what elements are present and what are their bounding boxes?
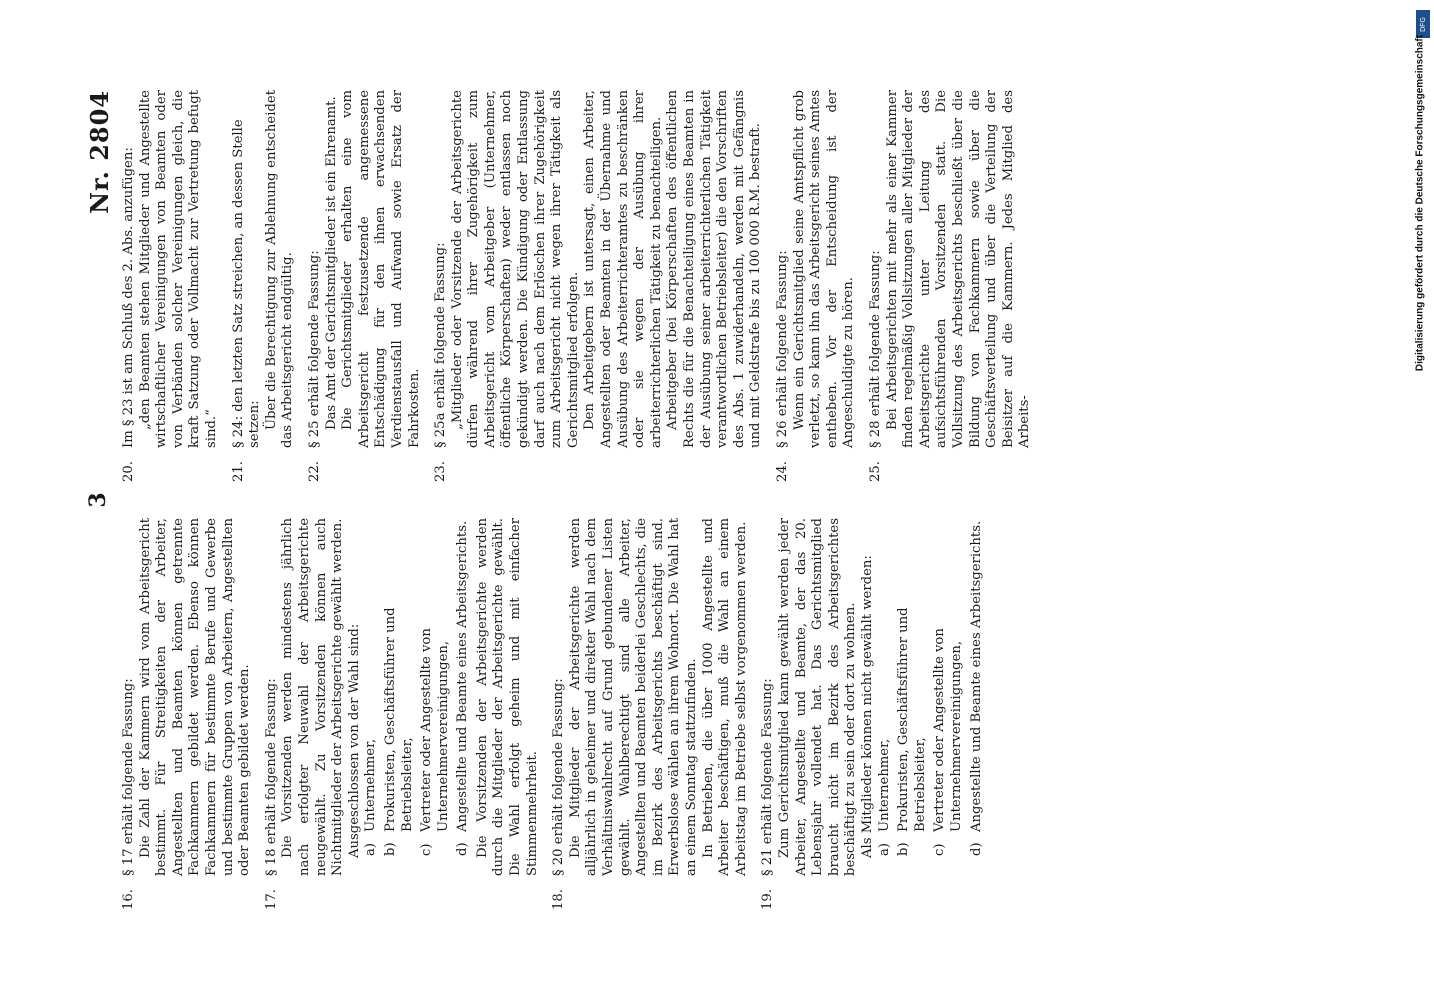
dfg-logo: DFG bbox=[1416, 10, 1430, 38]
item-number: 20. bbox=[121, 461, 136, 482]
list-item bbox=[969, 518, 986, 856]
item-18 bbox=[551, 518, 750, 910]
item-heading: § 26 erhält folgende Fassung: bbox=[774, 250, 790, 448]
item-number: 19. bbox=[760, 889, 776, 910]
right-column bbox=[121, 90, 1044, 482]
list-text: Angestellte und Beamte eines Arbeitsgerichts. bbox=[455, 520, 471, 832]
item-heading: § 28 erhält folgende Fassung: bbox=[867, 250, 883, 448]
list-letter: d) bbox=[968, 842, 984, 856]
paragraph: Arbeitgeber (bei Körperschaften des öffentlichen Rechts die für die Benachteiligung eines Beamten in der Ausübung seiner arbeiterrichterlichen Tätigkeit verantwortlichen Betriebsleiter) die den Vorschriften des Abs. 1 zuwiderhandeln, werden mit Gefängnis und mit Geldstrafe bis zu 100 000 R.M. bestraft. bbox=[665, 90, 764, 448]
paragraph: Über die Berechtigung zur Ablehnung entscheidet das Arbeitsgericht endgültig. bbox=[263, 90, 296, 448]
paragraph: Das Amt der Gerichtsmitglieder ist ein Ehrenamt. bbox=[323, 96, 339, 430]
list-item bbox=[383, 518, 416, 856]
list-text: Vertreter oder Angestellte von Unternehmervereinigungen, bbox=[419, 628, 451, 832]
item-heading: § 25 erhält folgende Fassung: bbox=[306, 250, 322, 448]
paragraph: Bei Arbeitsgerichten mit mehr als einer Kammer finden regelmäßig Vollsitzungen aller Mitglieder der Arbeitsgerichte unter Leitung des aufsichtsführenden Vorsitzenden statt. Die Vollsitzung des Arbeitsgerichts beschließt über die Bildung von Fachkammern sowie über die Geschäftsverteilung und über die Verteilung der Beisitzer auf die Kammern. Jedes Mitglied des Arbeits- bbox=[884, 90, 1033, 448]
list-item bbox=[877, 518, 894, 856]
list-letter: a) bbox=[876, 842, 892, 856]
item-16 bbox=[121, 518, 254, 910]
item-number: 16. bbox=[121, 889, 136, 910]
list-item bbox=[896, 518, 929, 856]
item-heading: § 25a erhält folgende Fassung: bbox=[433, 242, 449, 448]
item-number: 25. bbox=[867, 461, 883, 482]
list-letter: a) bbox=[363, 842, 379, 856]
paragraph: Ausgeschlossen von der Wahl sind: bbox=[346, 623, 362, 858]
paragraph: In Betrieben, die über 1000 Angestellte und Arbeiter beschäftigen, muß die Wahl an einem Arbeitstag im Betriebe selbst vorgenommen werden. bbox=[700, 518, 749, 876]
paragraph: Die Vorsitzenden werden mindestens jährlich nach erfolgter Neuwahl der Arbeitsgerichte neugewählt. Zu Vorsitzenden können auch Nichtmitglieder der Arbeitsgerichte gewählt werden. bbox=[280, 518, 346, 876]
document-page bbox=[75, 50, 1365, 950]
list-text: Prokuristen, Geschäftsführer und Betriebsleiter, bbox=[382, 607, 415, 832]
list-item bbox=[419, 518, 452, 856]
item-22 bbox=[307, 90, 423, 482]
page-number: 3 bbox=[85, 492, 111, 508]
list-letter: c) bbox=[932, 843, 948, 856]
item-number: 23. bbox=[433, 461, 449, 482]
item-number: 17. bbox=[263, 889, 279, 910]
paragraph: Die Zahl der Kammern wird vom Arbeitsgericht bestimmt. Für Streitigkeiten der Arbeiter, Angestellten und Beamten können getrennte Fachkammern gebildet werden. Ebenso können Fachkammern für bestimmte Berufe und Gewerbe und bestimmte Gruppen von Arbeitern, Angestellten oder Beamten gebildet werden. bbox=[137, 518, 253, 876]
item-number: 22. bbox=[306, 461, 322, 482]
paragraph: „den Beamten stehen Mitglieder und Angestellte wirtschaftlicher Vereinigungen von Beamten oder von Verbänden solcher Vereinigungen gleich, die kraft Satzung oder Vollmacht zur Vertretung befugt sind.“ bbox=[137, 90, 219, 448]
paragraph: Zum Gerichtsmitglied kann gewählt werden jeder Arbeiter, Angestellte und Beamte, der das 20. Lebensjahr vollendet hat. Das Gerichtsmitglied braucht nicht im Bezirk des Arbeitsgerichtes beschäftigt zu sein oder dort zu wohnen. bbox=[776, 518, 859, 876]
digitization-note: Digitalisierung gefördert durch die Deutsche Forschungsgemeinschaft bbox=[1414, 34, 1426, 372]
item-19 bbox=[760, 518, 985, 910]
paragraph: Als Mitglieder können nicht gewählt werden: bbox=[859, 555, 875, 858]
paragraph: Den Arbeitgebern ist untersagt, einen Arbeiter, Angestellten oder Beamten in der Übernahme und Ausübung des Arbeiterrichteramtes zu beschränken oder sie wegen der Ausübung ihrer arbeiterrichterlichen Tätigkeit zu benachteiligen. bbox=[582, 90, 664, 448]
paragraph: Die Gerichtsmitglieder erhalten eine vom Arbeitsgericht festzusetzende angemessene Entschädigung für den ihnen erwachsenden Verdienstausfall und Aufwand sowie Ersatz der Fahrkosten. bbox=[340, 90, 422, 448]
paragraph: Die Vorsitzenden der Arbeitsgerichte werden durch die Mitglieder der Arbeitsgerichte gewählt. Die Wahl erfolgt geheim und mit einfacher Stimmenmehrheit. bbox=[474, 518, 540, 876]
item-heading: § 24: den letzten Satz streichen, an dessen Stelle setzen: bbox=[230, 119, 263, 448]
list-item bbox=[932, 518, 965, 856]
list-text: Unternehmer, bbox=[363, 738, 379, 832]
exclusion-list bbox=[877, 518, 986, 856]
list-text: Angestellte und Beamte eines Arbeitsgerichts. bbox=[968, 520, 984, 832]
list-letter: b) bbox=[382, 842, 398, 856]
list-letter: d) bbox=[455, 842, 471, 856]
item-24 bbox=[775, 90, 858, 482]
list-item bbox=[363, 518, 380, 856]
item-number: 21. bbox=[230, 461, 246, 482]
item-heading: § 21 erhält folgende Fassung: bbox=[760, 678, 776, 876]
item-heading: § 20 erhält folgende Fassung: bbox=[551, 678, 567, 876]
page-header bbox=[85, 90, 121, 910]
item-20 bbox=[121, 90, 221, 482]
list-text: Prokuristen, Geschäftsführer und Betriebsleiter, bbox=[896, 607, 928, 832]
item-number: 24. bbox=[774, 461, 790, 482]
paragraph: Die Mitglieder der Arbeitsgerichte werden alljährlich in geheimer und direkter Wahl nach dem Verhältniswahlrecht auf Grund gebundener Listen gewählt. Wahlberechtigt sind alle Arbeiter, Angestellten und Beamten beiderlei Geschlechts, die im Bezirk des Arbeitsgerichts beschäftigt sind. Erwerbslose wählen an ihrem Wohnort. Die Wahl hat an einem Sonntag stattzufinden. bbox=[567, 518, 699, 876]
exclusion-list bbox=[363, 518, 472, 856]
list-letter: c) bbox=[419, 843, 435, 856]
item-number: 18. bbox=[551, 889, 567, 910]
list-text: Unternehmer, bbox=[876, 738, 892, 832]
list-letter: b) bbox=[896, 842, 912, 856]
item-heading: § 17 erhält folgende Fassung: bbox=[121, 678, 136, 876]
item-21 bbox=[231, 90, 297, 482]
item-heading: Im § 23 ist am Schluß des 2. Abs. anzufügen: bbox=[121, 147, 136, 448]
list-text: Vertreter oder Angestellte von Unternehmervereinigungen, bbox=[932, 628, 964, 832]
item-23 bbox=[433, 90, 765, 482]
law-number: Nr. 2804 bbox=[85, 90, 114, 214]
item-25 bbox=[868, 90, 1034, 482]
paragraph: Wenn ein Gerichtsmitglied seine Amtspflicht grob verletzt, so kann ihn das Arbeitsgericht seines Amtes entheben. Vor der Entscheidung ist der Angeschuldigte zu hören. bbox=[791, 90, 857, 448]
item-heading: § 18 erhält folgende Fassung: bbox=[263, 678, 279, 876]
left-column bbox=[121, 518, 1044, 910]
item-17 bbox=[264, 518, 542, 910]
list-item bbox=[455, 518, 472, 856]
text-columns bbox=[121, 90, 1044, 910]
paragraph: „Mitglieder oder Vorsitzende der Arbeitsgerichte dürfen während ihrer Zugehörigkeit zum Arbeitsgericht vom Arbeitgeber (Unternehmer, öffentliche Körperschaften) weder entlassen noch gekündigt werden. Die Kündigung oder Entlassung darf auch nach dem Erlöschen ihrer Zugehörigkeit zum Arbeitsgericht nicht wegen ihrer Tätigkeit als Gerichtsmitglied erfolgen. bbox=[449, 90, 581, 448]
